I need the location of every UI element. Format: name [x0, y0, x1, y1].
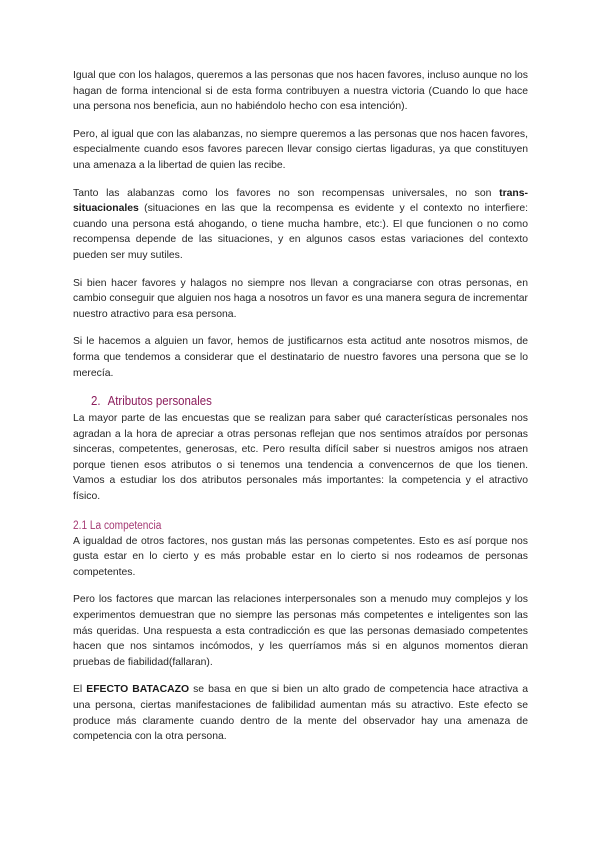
text-segment: (situaciones en las que la recompensa es evidente y el contexto no interfiere: cuando una persona está ahogando, o tiene mucha hambre, etc:). El que funcionen o no como recompensa depende de las situaciones, y en algunos casos estas variaciones del contexto pueden ser muy sutiles.: [73, 203, 528, 261]
paragraph-efecto-batacazo: [73, 682, 528, 744]
bold-term-trans-situacionales: trans-situacionales: [73, 187, 528, 215]
section-title: Atributos personales: [107, 393, 212, 409]
paragraph-competencia-complejos: Pero los factores que marcan las relaciones interpersonales son a menudo muy complejos y los experimentos demuestran que no siempre las personas más competentes e inteligentes son las más queridas. Una respuesta a esta contradicción es que las personas demasiado competentes hacen que nos sintamos incómodos, y les querríamos más si en algunos momentos dieran pruebas de fiabilidad(fallaran).: [73, 594, 528, 668]
paragraph-favores-intencion: Igual que con los halagos, queremos a las personas que nos hacen favores, incluso aunque no los hagan de forma intencional si de esta forma contribuyen a nuestra victoria (Cuando lo que hace una persona nos beneficia, aun no habiéndolo hecho con esa intención).: [73, 70, 528, 113]
subsection-heading-competencia: 2.1 La competencia: [73, 519, 162, 532]
text-segment: se basa en que si bien un alto grado de competencia hace atractiva a una persona, ciertas manifestaciones de falibilidad aumentan más su atractivo. Este efecto se produce más claramente cuando dentro de la mente del observador hay una amenaza de competencia con la otra persona.: [73, 684, 528, 743]
paragraph-favores-ligaduras: Pero, al igual que con las alabanzas, no siempre queremos a las personas que nos hacen favores, especialmente cuando esos favores parecen llevar consigo ciertas ligaduras, ya que constituyen una amenaza a la libertad de quien las recibe.: [73, 128, 528, 171]
paragraph-competencia-igualdad: A igualdad de otros factores, nos gustan más las personas competentes. Esto es así porque nos gusta estar en lo cierto y es más probable estar en lo cierto si nos rodeamos de personas competentes.: [73, 535, 528, 578]
text-segment: Tanto las alabanzas como los favores no son recompensas universales, no son: [73, 187, 500, 199]
section-number: 2.: [91, 393, 101, 409]
paragraph-congraciarse: Si bien hacer favores y halagos no siempre nos llevan a congraciarse con otras personas, en cambio conseguir que alguien nos haga a nosotros un favor es una manera segura de incrementar nuestro atractivo para esa persona.: [73, 277, 528, 320]
paragraph-atributos: La mayor parte de las encuestas que se realizan para saber qué características personales nos agradan a la hora de apreciar a otras personas reflejan que nos sentimos atraídos por personas sinceras, competentes, generosas, etc. Pero resulta difícil saber si nuestros amigos nos atraen porque tienen esos atributos o si tenemos una tendencia a convencernos de que los tienen. Vamos a estudiar los dos atributos personales más importantes: la competencia y el atractivo físico.: [73, 413, 528, 503]
bold-term-efecto-batacazo: EFECTO BATACAZO: [86, 684, 190, 696]
document-page: [73, 68, 528, 757]
paragraph-trans-situacionales: [73, 186, 528, 264]
section-heading-atributos: [91, 393, 476, 409]
text-segment: El: [73, 684, 87, 696]
paragraph-justificar-favor: Si le hacemos a alguien un favor, hemos de justificarnos esta actitud ante nosotros mismos, de forma que tendemos a considerar que el destinatario de nuestro favores una persona que se lo merecía.: [73, 336, 528, 379]
